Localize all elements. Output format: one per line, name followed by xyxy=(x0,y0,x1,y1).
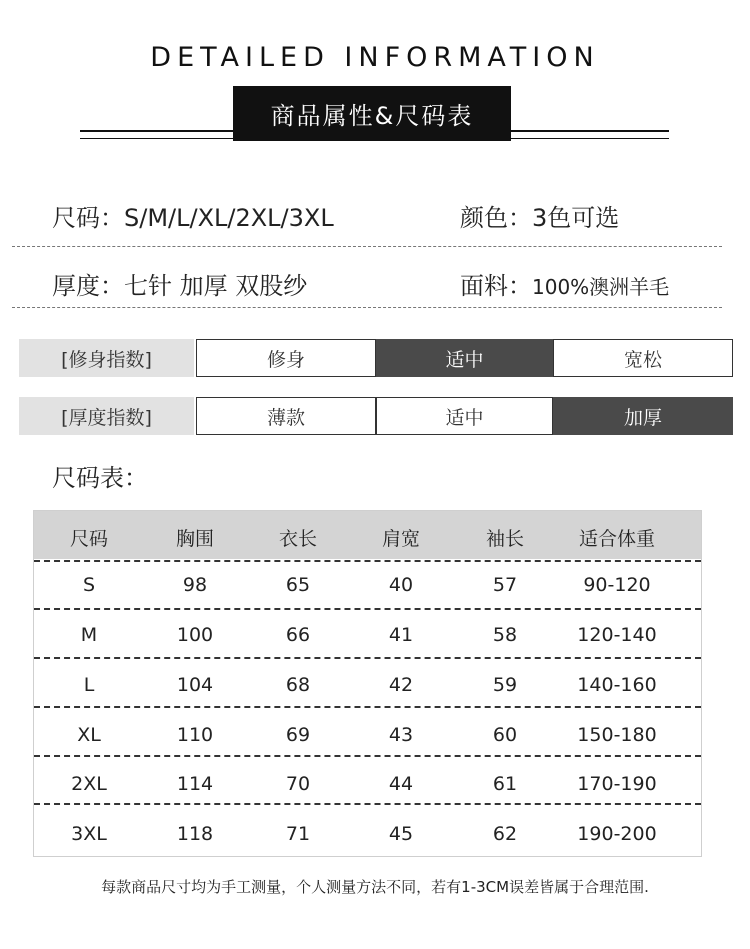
header-cell: 尺码 xyxy=(69,528,109,550)
table-cell: L xyxy=(83,674,95,696)
table-cell: XL xyxy=(77,724,101,746)
row-divider xyxy=(34,608,701,610)
row-divider xyxy=(34,560,701,562)
table-cell: 98 xyxy=(182,574,208,596)
table-cell: 66 xyxy=(285,624,311,646)
table-cell: 110 xyxy=(176,724,214,746)
size-table-header xyxy=(34,511,701,559)
header-line-right-top xyxy=(511,130,669,132)
table-cell: 61 xyxy=(492,773,518,795)
thickness-index-label: [厚度指数] xyxy=(19,397,194,435)
header-cell: 胸围 xyxy=(175,528,215,550)
table-cell: 90-120 xyxy=(583,574,651,596)
fit-option-loose: 宽松 xyxy=(553,339,733,377)
attr-fabric-label: 面料： xyxy=(460,272,532,300)
row-divider xyxy=(34,803,701,805)
divider-dashed-2 xyxy=(12,307,722,308)
attr-size-label: 尺码： xyxy=(52,204,124,232)
attr-size-value: S/M/L/XL/2XL/3XL xyxy=(124,204,334,232)
fit-option-regular: 适中 xyxy=(376,339,553,377)
header-cell: 衣长 xyxy=(278,528,318,550)
english-title: DETAILED INFORMATION xyxy=(150,42,600,73)
table-cell: 70 xyxy=(285,773,311,795)
attr-thickness-value: 七针 加厚 双股纱 xyxy=(124,272,308,300)
attr-color xyxy=(460,198,619,233)
table-cell: 120-140 xyxy=(577,624,657,646)
attr-thickness-label: 厚度： xyxy=(52,272,124,300)
header-line-left-bottom xyxy=(80,138,233,139)
table-cell: 43 xyxy=(388,724,414,746)
attr-color-value: 3色可选 xyxy=(532,204,620,232)
header-cell: 适合体重 xyxy=(578,528,656,550)
table-cell: 58 xyxy=(492,624,518,646)
table-cell: 150-180 xyxy=(577,724,657,746)
table-cell: 71 xyxy=(285,823,311,845)
table-cell: 140-160 xyxy=(577,674,657,696)
thickness-option-thick: 加厚 xyxy=(553,397,733,435)
table-cell: S xyxy=(82,574,96,596)
row-divider xyxy=(34,755,701,757)
header-line-left-top xyxy=(80,130,233,132)
table-cell: 3XL xyxy=(71,823,107,845)
attr-fabric xyxy=(460,266,669,301)
fit-option-slim: 修身 xyxy=(196,339,376,377)
thickness-option-thin: 薄款 xyxy=(196,397,376,435)
table-cell: 60 xyxy=(492,724,518,746)
table-cell: 170-190 xyxy=(577,773,657,795)
size-table-title: 尺码表： xyxy=(52,464,148,492)
header-line-right-bottom xyxy=(511,138,669,139)
row-divider xyxy=(34,706,701,708)
table-cell: 40 xyxy=(388,574,414,596)
header-cell: 袖长 xyxy=(485,528,525,550)
footer-note: 每款商品尺寸均为手工测量，个人测量方法不同，若有1-3CM误差皆属于合理范围. xyxy=(101,878,649,896)
table-cell: 100 xyxy=(176,624,214,646)
attr-color-label: 颜色： xyxy=(460,204,532,232)
table-cell: 44 xyxy=(388,773,414,795)
section-title-banner: 商品属性&尺码表 xyxy=(233,86,511,141)
table-cell: 57 xyxy=(492,574,518,596)
table-cell: 68 xyxy=(285,674,311,696)
table-cell: M xyxy=(80,624,98,646)
divider-dashed-1 xyxy=(12,246,722,247)
header-cell: 肩宽 xyxy=(381,528,421,550)
fit-index-label: [修身指数] xyxy=(19,339,194,377)
table-cell: 41 xyxy=(388,624,414,646)
thickness-option-medium: 适中 xyxy=(376,397,553,435)
table-cell: 59 xyxy=(492,674,518,696)
attr-size xyxy=(52,198,334,233)
table-cell: 190-200 xyxy=(577,823,657,845)
size-table xyxy=(33,510,702,857)
table-cell: 45 xyxy=(388,823,414,845)
attr-fabric-value: 100%澳洲羊毛 xyxy=(532,275,670,299)
row-divider xyxy=(34,657,701,659)
table-cell: 69 xyxy=(285,724,311,746)
table-cell: 62 xyxy=(492,823,518,845)
table-cell: 65 xyxy=(285,574,311,596)
table-cell: 104 xyxy=(176,674,214,696)
table-cell: 2XL xyxy=(71,773,107,795)
table-cell: 42 xyxy=(388,674,414,696)
attr-thickness xyxy=(52,266,307,301)
table-cell: 118 xyxy=(176,823,214,845)
table-cell: 114 xyxy=(176,773,214,795)
